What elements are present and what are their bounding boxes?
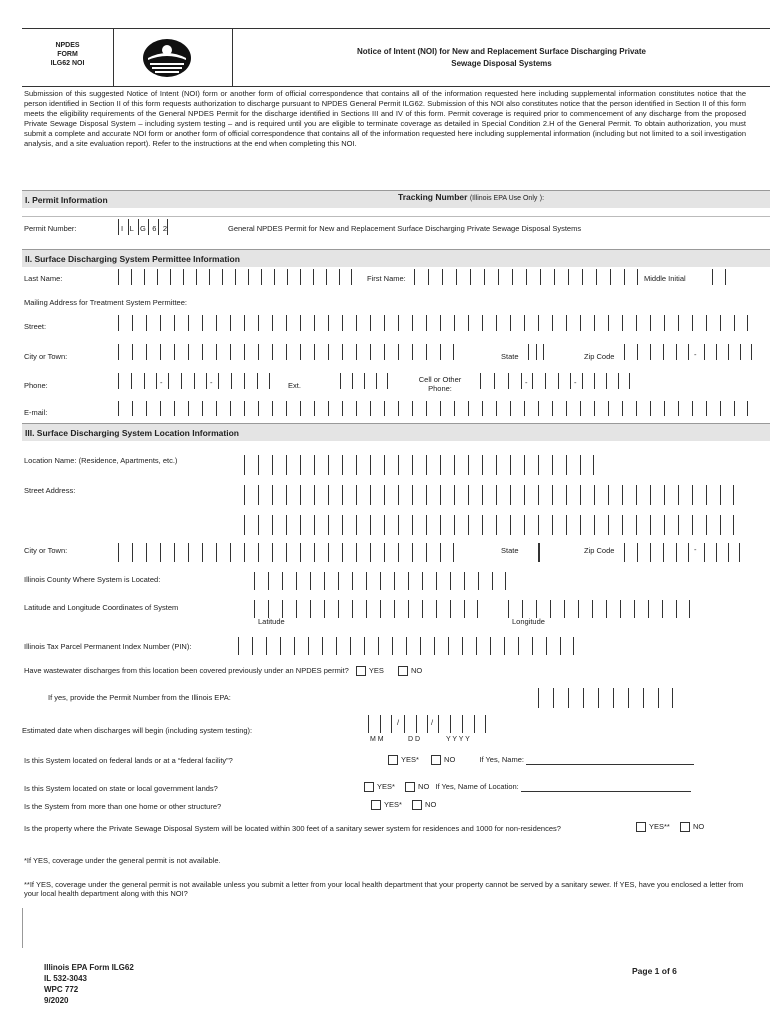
form-id (22, 29, 114, 86)
ext-label: Ext. (288, 381, 301, 390)
if-yes-permit-label: If yes, provide the Permit Number from the Illinois EPA: (48, 693, 231, 702)
location-city-label: City or Town: (24, 546, 68, 555)
state-label: State (501, 352, 519, 361)
if-yes-name-label: If Yes, Name: (479, 755, 524, 764)
county-label: Illinois County Where System is Located: (24, 575, 161, 584)
cell-line-boxes[interactable] (582, 373, 630, 389)
location-name-boxes[interactable] (244, 455, 594, 475)
state-yes-checkbox[interactable] (364, 782, 374, 792)
q-covered-label: Have wastewater discharges from this location been covered previously under an NPDES permit? (24, 666, 349, 675)
phone-dash: - (160, 378, 163, 387)
tracking-note: (Illinois EPA Use Only (469, 195, 538, 202)
divider (22, 216, 770, 217)
date-year-boxes[interactable] (438, 715, 486, 733)
federal-options (388, 755, 694, 765)
zip-boxes[interactable] (624, 344, 689, 360)
note-2: **If YES, coverage under the general permit is not available unless you submit a letter from your local health department that your property cannot be served by a sanitary sewer. If YES, have you enclosed a letter from your local health department along with this NOI? (24, 880, 744, 898)
yyyy-label: Y Y Y Y (446, 736, 470, 743)
section-permittee-information (22, 249, 770, 267)
date-slash: / (397, 718, 400, 727)
footer-line: WPC 772 (44, 985, 79, 994)
permit-number-label: Permit Number: (24, 224, 77, 233)
covered-no-checkbox[interactable] (398, 666, 408, 676)
sewer-no-checkbox[interactable] (680, 822, 690, 832)
location-zip-dash: - (694, 545, 697, 554)
longitude-boxes[interactable] (508, 600, 690, 618)
last-name-label: Last Name: (24, 274, 63, 283)
location-state-label: State (501, 546, 519, 555)
multi-yes-checkbox[interactable] (371, 800, 381, 810)
zip-label: Zip Code (584, 352, 615, 361)
county-boxes[interactable] (254, 572, 506, 590)
ext-boxes[interactable] (340, 373, 388, 389)
street-address-boxes-1[interactable] (244, 485, 734, 505)
no-label: NO (425, 800, 437, 809)
location-zip-label: Zip Code (584, 546, 615, 555)
form-id-line: NPDES (55, 42, 80, 49)
sewer-yes-checkbox[interactable] (636, 822, 646, 832)
left-border (22, 908, 23, 948)
title-line: Sewage Disposal Systems (451, 59, 552, 68)
cell-area-boxes[interactable] (480, 373, 522, 389)
yes-2star-label: YES** (649, 822, 670, 831)
middle-initial-label: Middle Initial (644, 274, 686, 283)
first-name-label: First Name: (367, 274, 406, 283)
q-sewer-label: Is the property where the Private Sewage Disposal System will be located within 300 feet of a sanitary sewer system for residences and 1000 for non-residences? (24, 824, 561, 833)
street-address-boxes-2[interactable] (244, 515, 734, 535)
phone-prefix-boxes[interactable] (168, 373, 207, 389)
prior-permit-boxes[interactable] (538, 688, 673, 708)
permit-number-value: I L G 6 2 (121, 224, 170, 233)
yes-star-label: YES* (384, 800, 402, 809)
state-location-line[interactable] (521, 791, 691, 792)
page-number: Page 1 of 6 (632, 966, 677, 976)
tracking-number-label (398, 192, 544, 202)
street-label: Street: (24, 322, 47, 331)
cell-dash: - (525, 378, 528, 387)
no-label: NO (692, 822, 705, 831)
yes-label: YES (368, 666, 384, 675)
state-no-checkbox[interactable] (405, 782, 415, 792)
location-city-boxes[interactable] (118, 543, 454, 562)
pin-label: Illinois Tax Parcel Permanent Index Number (PIN): (24, 642, 192, 651)
footer-line: Illinois EPA Form ILG62 (44, 963, 134, 972)
illinois-epa-logo-icon (142, 38, 192, 78)
street-boxes[interactable] (118, 315, 748, 331)
section-title: I. Permit Information (25, 195, 108, 205)
location-zip-boxes[interactable] (624, 543, 689, 562)
yes-star-label: YES* (377, 782, 395, 791)
latitude-boxes[interactable] (254, 600, 478, 618)
state-boxes[interactable] (528, 344, 544, 360)
title-line: Notice of Intent (NOI) for New and Replacement Surface Discharging Private (357, 47, 646, 56)
federal-yes-checkbox[interactable] (388, 755, 398, 765)
mm-label: M M (370, 736, 384, 743)
footer-line: IL 532-3043 (44, 974, 87, 983)
mailing-address-label: Mailing Address for Treatment System Permittee: (24, 298, 187, 307)
middle-initial-boxes[interactable] (712, 269, 726, 285)
zip4-boxes[interactable] (704, 344, 752, 360)
footer-line: 9/2020 (44, 996, 69, 1005)
date-slash: / (431, 718, 434, 727)
if-yes-location-label: If Yes, Name of Location: (435, 782, 519, 791)
section-permit-information (22, 190, 770, 208)
date-month-boxes[interactable] (368, 715, 392, 733)
longitude-label: Longitude (512, 617, 545, 626)
latlong-label: Latitude and Longitude Coordinates of System (24, 603, 179, 612)
street-address-label: Street Address: (24, 486, 76, 495)
section-title: II. Surface Discharging System Permittee Information (25, 254, 240, 264)
city-label: City or Town: (24, 352, 68, 361)
no-label: NO (444, 755, 456, 764)
cell-prefix-boxes[interactable] (532, 373, 571, 389)
federal-name-line[interactable] (526, 764, 694, 765)
covered-yes-checkbox[interactable] (356, 666, 366, 676)
form-title (232, 29, 770, 86)
multi-options (371, 800, 436, 810)
state-options (364, 782, 691, 792)
phone-label: Phone: (24, 381, 48, 390)
q-covered-row (24, 666, 422, 676)
phone-area-boxes[interactable] (118, 373, 157, 389)
section-title: III. Surface Discharging System Location Information (25, 428, 239, 438)
sewer-options (636, 822, 704, 832)
estimated-date-label: Estimated date when discharges will begin (including system testing): (22, 726, 253, 735)
cell-phone-label: Cell or Other Phone: (418, 375, 462, 393)
intro-text: Submission of this suggested Notice of Intent (NOI) form or another form of official correspondence that contains all of the information requested here including supplemental information constitutes notice that the person identified in Section II of this form requests authorization to discharge pursuant to NPDES General Permit ILG62. Submission of this NOI also constitutes notice that the person identified in Section II of this form meets the eligibility requirements of the General NPDES Permit for the discharge identified in Sections III and IV of this form. Permit coverage is required prior to commencement of any discharge from the proposed Private Sewage Disposal System – including system testing – and is required until you are eligible to terminate coverage as detailed in Special Condition 2.H of the General Permit. To obtain authorization, you must submit a complete and accurate NOI form or another form of official correspondence that contains all of the information requested here including supplemental information (including but not limited to a soil investigation analysis, and a site evaluation report). Refer to the instructions at the end when completing this NOI. (24, 89, 746, 148)
zip-dash: - (694, 350, 697, 359)
q-state-label: Is this System located on state or local government lands? (24, 784, 218, 793)
q-federal-label: Is this System located on federal lands or at a “federal facility”? (24, 756, 233, 765)
permit-description: General NPDES Permit for New and Replacement Surface Discharging Private Sewage Disposal Systems (228, 224, 582, 233)
section-location-information (22, 423, 770, 441)
form-footer (44, 962, 134, 1006)
phone-line-boxes[interactable] (218, 373, 270, 389)
form-header (22, 28, 770, 87)
location-name-label: Location Name: (Residence, Apartments, etc.) (24, 456, 178, 465)
phone-dash: - (210, 378, 213, 387)
latitude-label: Latitude (258, 617, 285, 626)
tracking-label: Tracking Number (398, 192, 468, 202)
first-name-boxes[interactable] (414, 269, 638, 285)
location-state-boxes[interactable] (538, 543, 540, 562)
federal-no-checkbox[interactable] (431, 755, 441, 765)
email-label: E-mail: (24, 408, 48, 417)
location-zip4-boxes[interactable] (704, 543, 740, 562)
form-id-line: ILG62 NOI (50, 60, 85, 67)
pin-boxes[interactable] (238, 637, 574, 655)
no-label: NO (410, 666, 423, 675)
tracking-suffix: ): (539, 195, 545, 202)
form-id-line: FORM (57, 51, 78, 58)
yes-star-label: YES* (401, 755, 419, 764)
multi-no-checkbox[interactable] (412, 800, 422, 810)
cell-dash: - (574, 378, 577, 387)
dd-label: D D (408, 736, 421, 743)
q-multiple-label: Is the System from more than one home or other structure? (24, 802, 222, 811)
city-boxes[interactable] (118, 344, 454, 360)
no-label: NO (418, 782, 430, 791)
date-day-boxes[interactable] (404, 715, 428, 733)
last-name-boxes[interactable] (118, 269, 352, 285)
note-1: *If YES, coverage under the general permit is not available. (24, 856, 221, 865)
email-boxes[interactable] (118, 401, 748, 416)
